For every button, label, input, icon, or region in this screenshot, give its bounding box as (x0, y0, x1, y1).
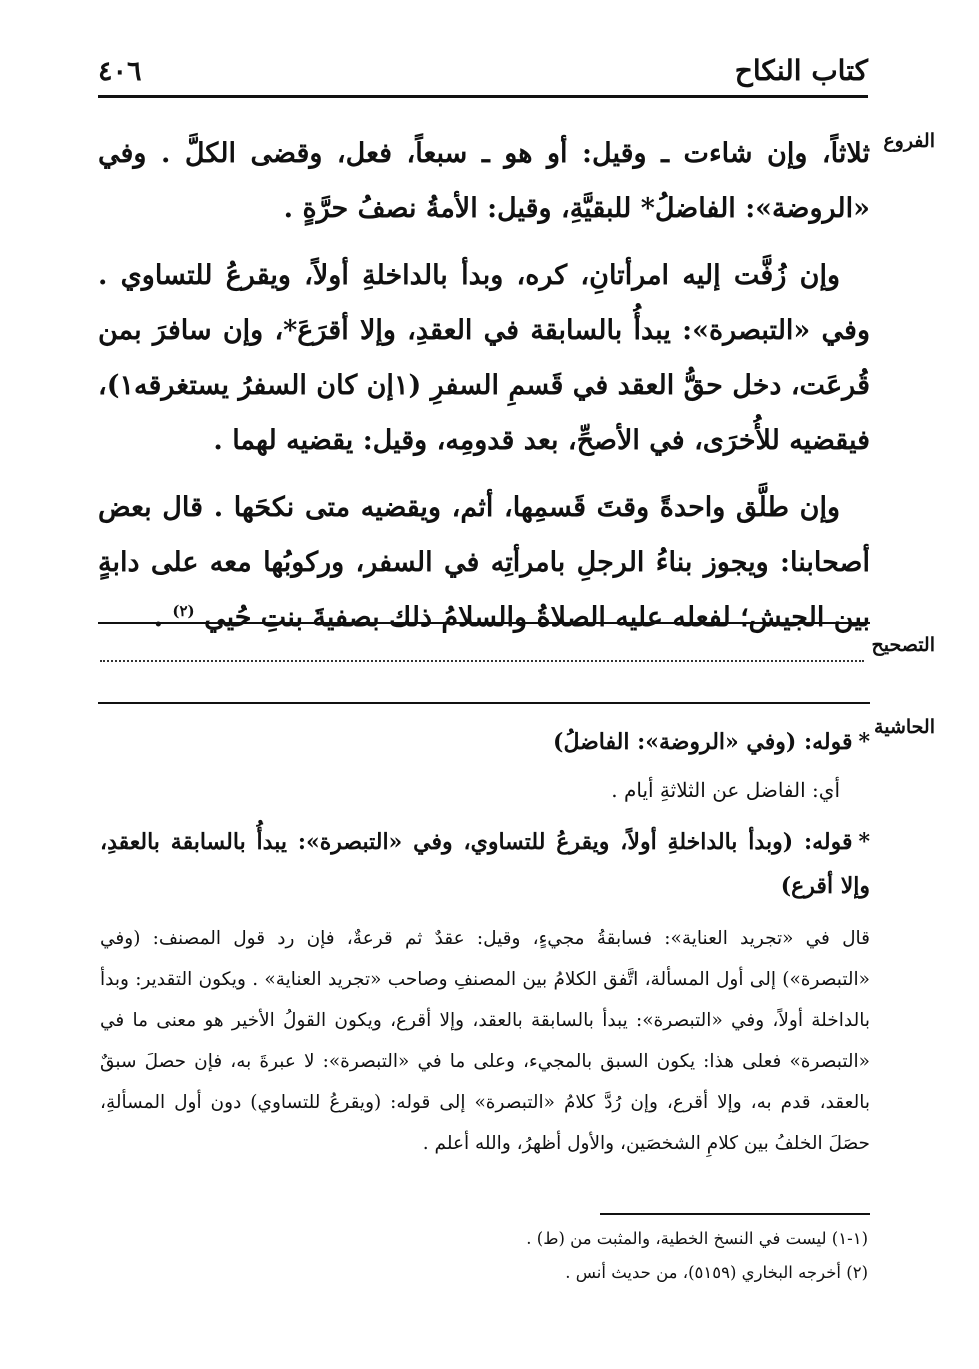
main-paragraph: وإن زُفَّت إليه امرأتانِ، كره، وبدأ بالداخلةِ أولاً، ويقرعُ للتساوي . وفي «التبصرة»: يبدأُ بالسابقة في العقدِ، وإلا أقرَعَ*، وإن سافرَ بمن قُرعَت، دخل حقُّ العقد في قَسمِ السفرِ (١إن كان السفرُ يستغرقه١)، فيقضيه للأُخرَى، في الأصحِّ، بعد قدومِه، وقيل: يقضيه لهما . (98, 260, 870, 456)
star-marker: * (858, 829, 870, 855)
running-title: كتاب النكاح (734, 54, 868, 87)
footnote-item: (١-١) ليست في النسخ الخطية، والمثبت من (ط) . (526, 1229, 868, 1248)
hashiya-section (100, 720, 870, 1164)
tashih-top-rule (98, 622, 870, 624)
page-number: ٤٠٦ (98, 56, 142, 87)
hashiya-qawl-text: قوله: (وبدأ بالداخلةِ أولاً، ويقرعُ للتساوي، وفي «التبصرة»: يبدأُ بالسابقة بالعقدِ، وإلا أقرع) (100, 829, 870, 899)
margin-label-tashih: التصحيح (871, 634, 935, 656)
margin-label-furu: الفروع (883, 130, 935, 152)
footnote-rule (600, 1213, 870, 1215)
footnote-item: (٢) أخرجه البخاري (٥١٥٩)، من حديث أنس . (565, 1263, 868, 1282)
main-text (98, 126, 870, 657)
page-header (98, 52, 868, 98)
hashiya-qawl (100, 720, 870, 764)
tashih-bottom-rule (98, 702, 870, 704)
main-paragraph: وإن طلَّق واحدةً وقتَ قَسمِها، أثم، ويقضيه متى نكحَها . قال بعض أصحابنا: ويجوز بناءُ الرجلِ بامرأتِه في السفر، وركوبُها معه على دابةٍ بين الجيش؛ لفعله عليه الصلاةُ والسلامُ ذلك بصفيةَ بنتِ حُيي $^{(٢)}$ . (98, 492, 870, 633)
main-paragraph: ثلاثاً، وإن شاءت ـ وقيل: أو هو ـ سبعاً، فعل، وقضى الكلَّ . وفي «الروضة»: الفاضلُ* للبقيَّةِ، وقيل: الأمةُ نصفُ حرَّةٍ . (98, 138, 870, 224)
hashiya-commentary: قال في «تجريد العناية»: فسابقةُ مجيءٍ، وقيل: عقدٌ ثم قرعةٌ، فإن رد قول المصنف: (وفي «التبصرة») إلى أول المسألة، اتَّفق الكلامُ بين المصنفِ وصاحب «تجريد العناية» . ويكون التقدير: وبدأ بالداخلة أولاً، وفي «التبصرة»: يبدأ بالسابقة بالعقد، وإلا أقرع، ويكون القولُ الأخير هو معنى ما في «التبصرة» فعلى هذا: يكون السبق بالمجيء، وعلى ما في «التبصرة»: لا عبرةَ به، فإن حصلَ سبقٌ بالعقد، قدم به، وإلا أقرع، وإن رُدَّ كلامُ «التبصرة» إلى قوله: (ويقرعُ للتساوي) دون أول المسألةِ، حصَلَ الخلفُ بين كلامِ الشخصَين، والأول أظهرُ، والله أعلم . (100, 928, 870, 1154)
hashiya-qawl (100, 820, 870, 908)
main-paragraph-text: وإن طلَّق واحدةً وقتَ قَسمِها، أثم، ويقضيه متى نكحَها . قال بعض أصحابنا: ويجوز بناءُ الرجلِ بامرأتِه في السفر، وركوبُها معه على دابةٍ بين الجيش؛ لفعله عليه الصلاةُ والسلامُ ذلك بصفيةَ بنتِ حُيي (98, 492, 870, 633)
tashih-dotted-line (100, 660, 864, 662)
hashiya-gloss: أي: الفاضل عن الثلاثةِ أيام . (611, 778, 840, 802)
header-rule (98, 95, 868, 98)
star-marker: * (858, 729, 870, 755)
footnote-ref: (٢) (172, 602, 195, 620)
margin-label-hashiya: الحاشية (874, 716, 935, 738)
hashiya-qawl-text: قوله: (وفي «الروضة»: الفاضلُ) (553, 729, 853, 755)
footnotes (100, 1222, 868, 1290)
